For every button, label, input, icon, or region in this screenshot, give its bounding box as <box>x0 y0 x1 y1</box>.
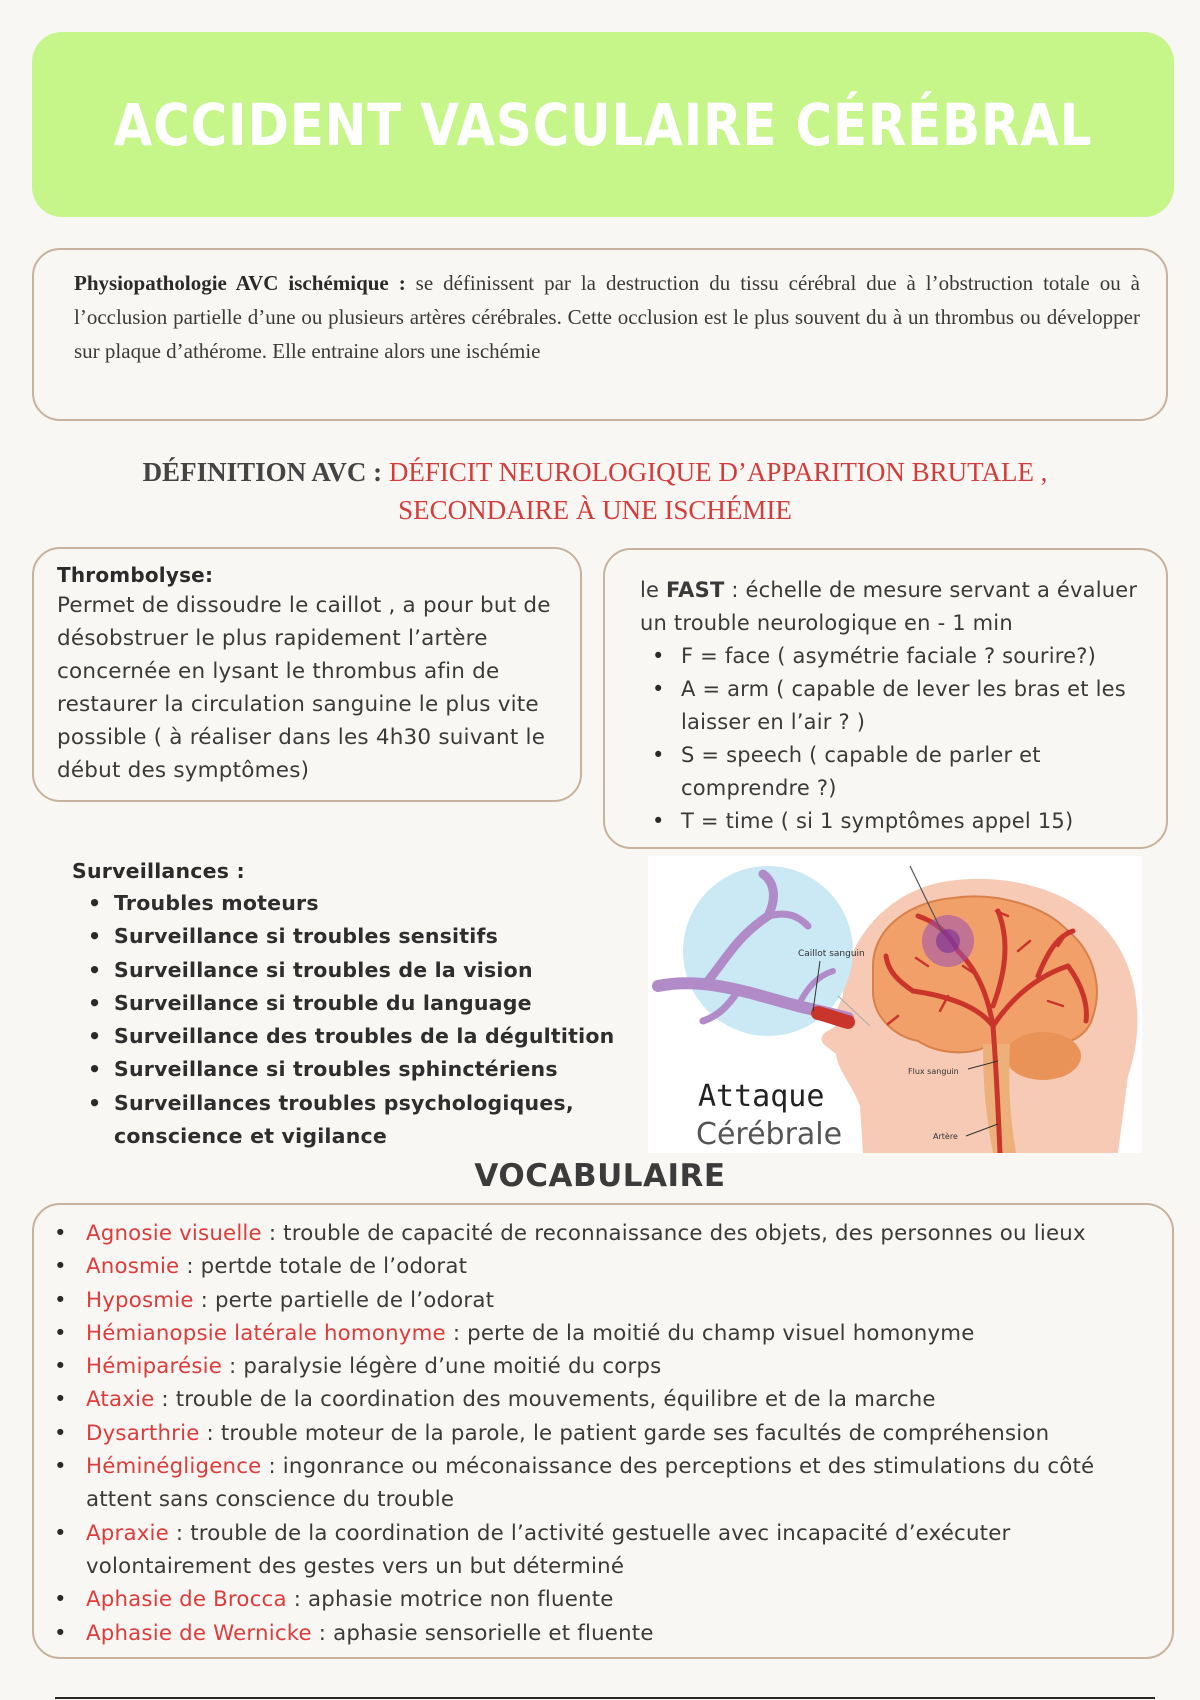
vocab-term: Hyposmie <box>86 1287 194 1313</box>
fast-intro-text: : échelle de mesure servant a évaluer un trouble neurologique en - 1 min <box>640 578 1138 635</box>
vocab-item <box>54 1250 1162 1283</box>
definition-label: DÉFINITION AVC : <box>142 457 383 487</box>
vocab-term: Aphasie de Brocca <box>86 1587 287 1613</box>
vocab-item <box>54 1417 1162 1450</box>
fast-item-f: • F = face ( asymétrie faciale ? sourire?) <box>652 640 1148 673</box>
surveillances-section <box>72 855 632 1153</box>
vocab-definition: : paralysie légère d’une moitié du corps <box>222 1354 662 1380</box>
fast-prefix: le <box>640 578 667 602</box>
thrombolyse-box <box>32 547 582 802</box>
surveillance-item: • Surveillance des troubles de la dégultition <box>88 1020 632 1053</box>
ischemic-core <box>936 929 960 953</box>
vocab-term: Ataxie <box>86 1387 155 1413</box>
vocab-item <box>54 1217 1162 1250</box>
fast-intro <box>640 574 1148 640</box>
vocab-definition: : trouble de la coordination des mouvements, équilibre et de la marche <box>154 1387 936 1413</box>
fast-box <box>603 548 1168 849</box>
vocab-definition: : trouble de capacité de reconnaissance des objets, des personnes ou lieux <box>261 1221 1086 1246</box>
bottom-divider <box>55 1697 1155 1699</box>
vocab-item <box>54 1317 1162 1350</box>
vocab-term: Hémiparésie <box>86 1354 223 1380</box>
stroke-illustration-svg <box>648 856 1142 1153</box>
page-title: ACCIDENT VASCULAIRE CÉRÉBRAL <box>113 90 1093 159</box>
vocab-item <box>54 1583 1162 1616</box>
thrombolyse-text: Permet de dissoudre le caillot , a pour but de désobstruer le plus rapidement l’artère concernée en lysant le thrombus afin de restaurer la circulation sanguine le plus vite possible ( à réaliser dans les 4h30 suivant le début des symptômes) <box>57 593 551 783</box>
vocab-term: Agnosie visuelle <box>86 1221 262 1246</box>
vocabulary-title: VOCABULAIRE <box>474 1158 726 1194</box>
vocab-definition: : perte de la moitié du champ visuel homonyme <box>445 1320 975 1346</box>
surveillance-item: • Surveillance si trouble du language <box>88 987 632 1020</box>
fast-list <box>652 640 1148 838</box>
vocab-term: Héminégligence <box>86 1454 262 1480</box>
vocab-definition: : aphasie sensorielle et fluente <box>311 1620 654 1646</box>
thrombolyse-title: Thrombolyse: <box>57 563 214 587</box>
definition-block <box>40 453 1150 529</box>
stroke-illustration <box>648 856 1142 1153</box>
vocab-definition: : pertde totale de l’odorat <box>179 1254 468 1280</box>
surveillance-item: • Troubles moteurs <box>88 887 632 920</box>
surveillance-item: • Surveillance si troubles de la vision <box>88 954 632 987</box>
vocab-definition: : perte partielle de l’odorat <box>193 1287 495 1313</box>
flow-label: Flux sanguin <box>908 1067 959 1076</box>
vocab-item <box>54 1350 1162 1383</box>
physiopathology-label: Physiopathologie AVC ischémique : <box>74 271 406 295</box>
vocab-term: Dysarthrie <box>86 1420 200 1446</box>
surveillance-item: • Surveillances troubles psychologiques, conscience et vigilance <box>88 1087 632 1154</box>
surveillance-item: • Surveillance si troubles sensitifs <box>88 920 632 953</box>
title-banner <box>32 32 1174 217</box>
vocab-definition: : ingonrance ou méconaissance des perceptions et des stimulations du côté attent sans conscience du trouble <box>86 1454 1095 1513</box>
caption-line-2: Cérébrale <box>696 1117 843 1152</box>
vocab-item <box>54 1517 1162 1584</box>
artery-label: Artère <box>933 1132 958 1141</box>
physiopathology-text <box>74 266 1140 368</box>
definition-line-2: SECONDAIRE À UNE ISCHÉMIE <box>398 495 792 525</box>
physiopathology-body: se définissent par la destruction du tissu cérébral due à l’obstruction totale ou à l’occlusion partielle d’une ou plusieurs artères cérébrales. Cette occlusion est le plus souvent du à un thrombus ou développer sur plaque d’athérome. Elle entraine alors une ischémie <box>74 271 1140 363</box>
vocab-term: Anosmie <box>86 1254 180 1280</box>
fast-item-t: • T = time ( si 1 symptômes appel 15) <box>652 805 1148 838</box>
vocab-term: Hémianopsie latérale homonyme <box>86 1320 446 1346</box>
physiopathology-box <box>32 248 1168 421</box>
surveillances-list <box>88 887 632 1153</box>
vocab-item <box>54 1383 1162 1416</box>
vocab-definition: : trouble moteur de la parole, le patient garde ses facultés de compréhension <box>199 1420 1050 1446</box>
vocab-item <box>54 1450 1162 1517</box>
surveillances-title: Surveillances : <box>72 859 245 883</box>
surveillance-item: • Surveillance si troubles sphinctériens <box>88 1053 632 1086</box>
vocab-term: Aphasie de Wernicke <box>86 1620 312 1646</box>
fast-item-s: • S = speech ( capable de parler et comprendre ?) <box>652 739 1148 805</box>
vocabulary-box <box>32 1203 1174 1659</box>
vocab-item <box>54 1284 1162 1317</box>
fast-item-a: • A = arm ( capable de lever les bras et les laisser en l’air ? ) <box>652 673 1148 739</box>
clot-label: Caillot sanguin <box>798 949 865 959</box>
vocabulary-list <box>54 1217 1162 1650</box>
fast-label: FAST <box>666 578 725 602</box>
vocab-item <box>54 1617 1162 1650</box>
cerebellum <box>1005 1032 1081 1080</box>
definition-line-1: DÉFICIT NEUROLOGIQUE D’APPARITION BRUTALE , <box>382 457 1048 487</box>
vocab-definition: : trouble de la coordination de l’activité gestuelle avec incapacité d’exécuter volontairement des gestes vers un but déterminé <box>86 1520 1011 1579</box>
vocab-definition: : aphasie motrice non fluente <box>286 1587 614 1613</box>
caption-line-1: Attaque <box>698 1079 825 1114</box>
vocab-term: Apraxie <box>86 1520 169 1546</box>
